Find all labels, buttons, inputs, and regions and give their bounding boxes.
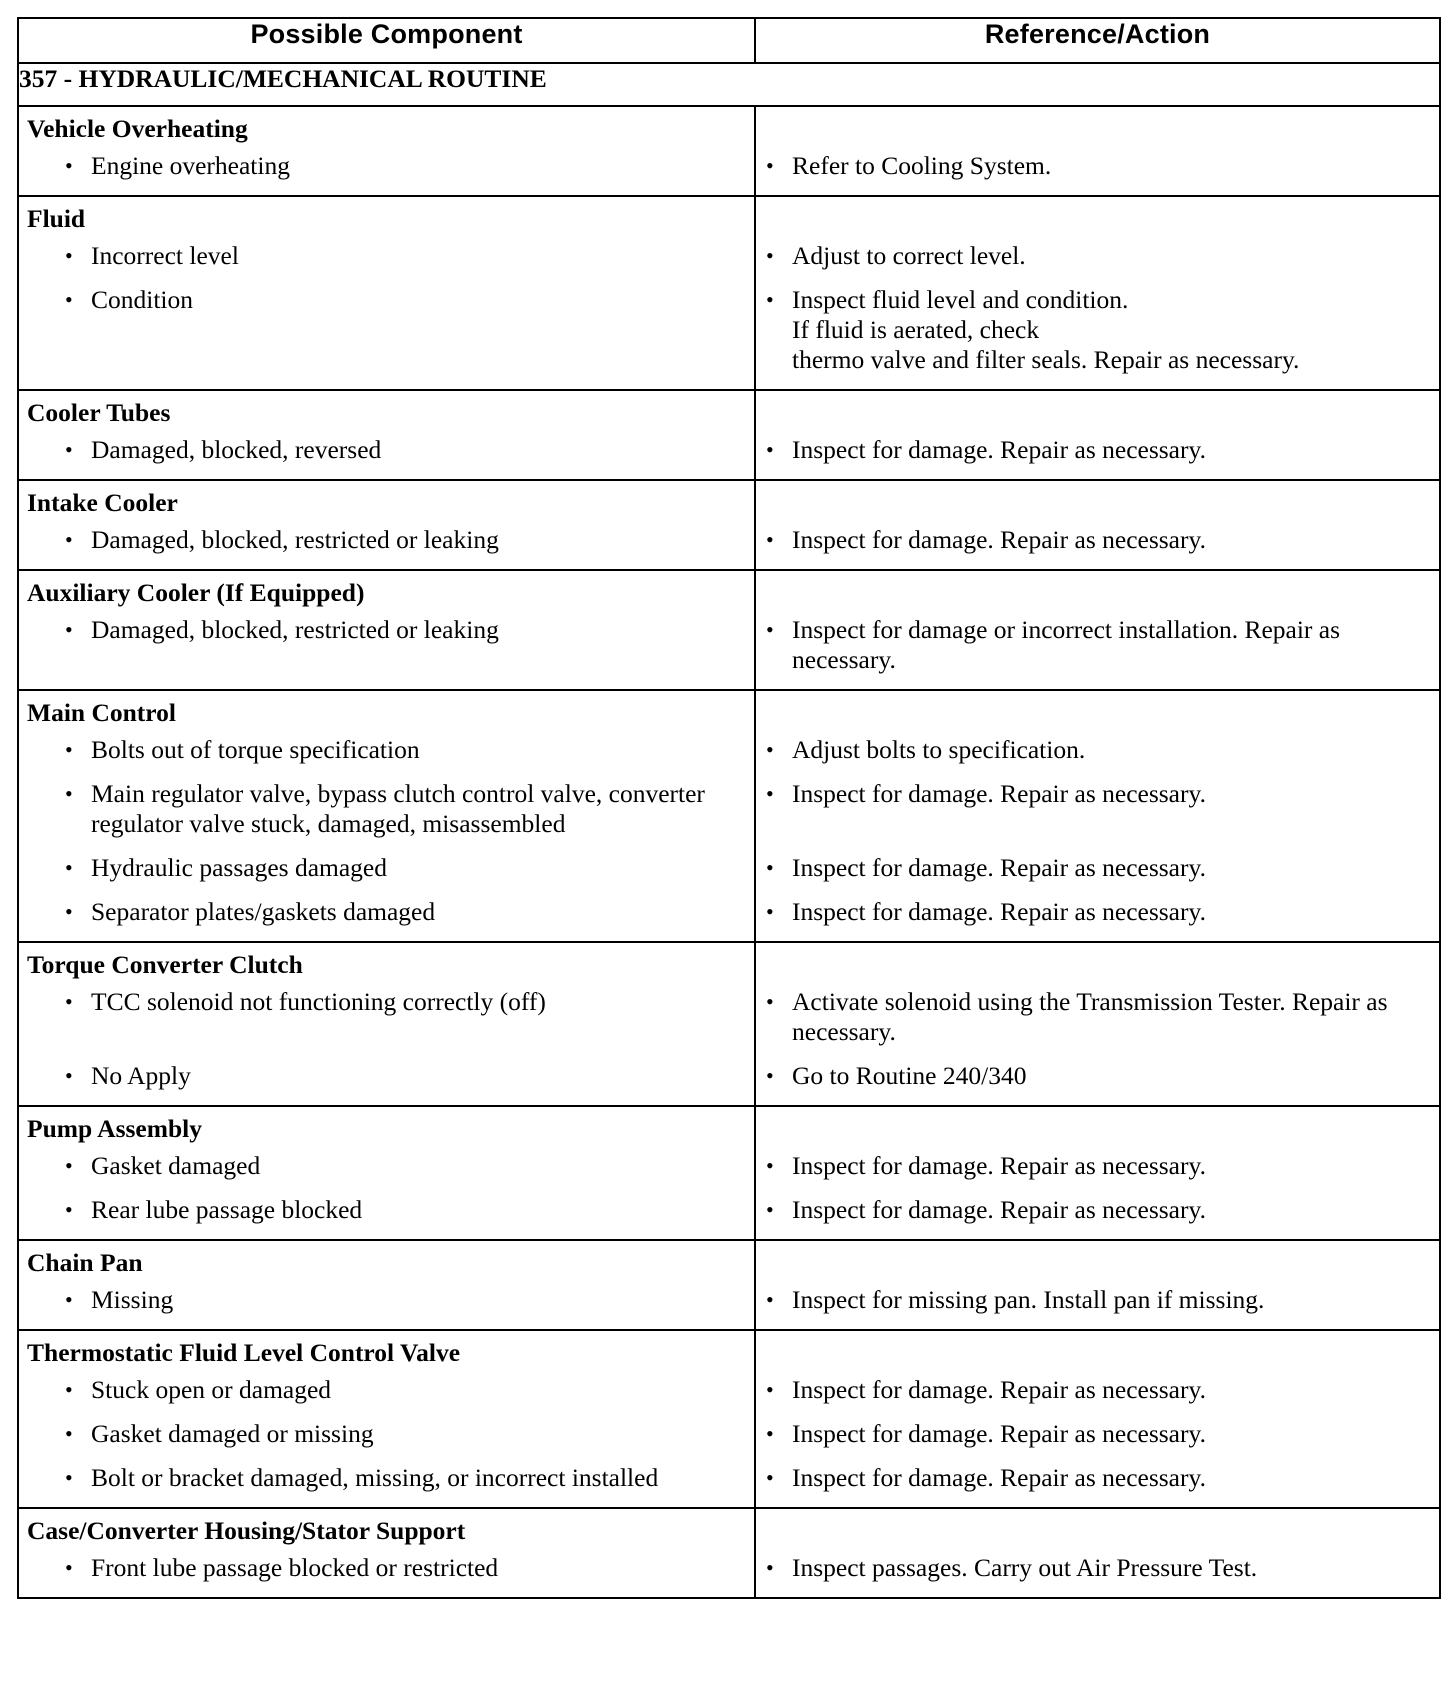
section-title-spacer — [756, 481, 1439, 525]
section-row — [18, 480, 1440, 570]
section-title-spacer — [756, 1241, 1439, 1285]
bullet-icon: • — [65, 1287, 73, 1312]
section-title: Vehicle Overheating — [27, 114, 248, 143]
action-item — [756, 779, 1439, 839]
section-title-spacer — [756, 197, 1439, 241]
bullet-icon: • — [65, 243, 73, 268]
component-item — [19, 285, 754, 375]
bullet-icon: • — [65, 1197, 73, 1222]
action-cell — [755, 1106, 1440, 1240]
action-item — [756, 1285, 1439, 1315]
bullet-icon: • — [65, 899, 73, 924]
component-text: Front lube passage blocked or restricted — [91, 1553, 499, 1582]
component-item — [19, 615, 754, 675]
bullet-icon: • — [766, 527, 774, 552]
action-item — [756, 853, 1439, 883]
bullet-icon: • — [65, 527, 73, 552]
action-cell — [755, 106, 1440, 196]
component-text: Damaged, blocked, reversed — [91, 435, 382, 464]
component-cell — [18, 106, 755, 196]
component-text: Bolt or bracket damaged, missing, or incorrect installed — [91, 1463, 659, 1492]
bullet-icon: • — [766, 243, 774, 268]
component-item — [19, 735, 754, 765]
component-text: Damaged, blocked, restricted or leaking — [91, 615, 499, 644]
component-text: Damaged, blocked, restricted or leaking — [91, 525, 499, 554]
action-cell — [755, 570, 1440, 690]
action-cell — [755, 196, 1440, 390]
bullet-icon: • — [65, 737, 73, 762]
section-title: Cooler Tubes — [27, 398, 171, 427]
bullet-icon: • — [766, 855, 774, 880]
bullet-icon: • — [65, 1555, 73, 1580]
section-row — [18, 106, 1440, 196]
component-item — [19, 1151, 754, 1181]
section-title: Chain Pan — [27, 1248, 143, 1277]
bullet-icon: • — [766, 1153, 774, 1178]
action-text: Adjust to correct level. — [792, 241, 1026, 270]
bullet-icon: • — [766, 1287, 774, 1312]
action-cell — [755, 1240, 1440, 1330]
section-title: Main Control — [27, 698, 176, 727]
action-item — [756, 435, 1439, 465]
bullet-icon: • — [65, 1153, 73, 1178]
section-row — [18, 390, 1440, 480]
bullet-icon: • — [766, 1063, 774, 1088]
section-title-spacer — [756, 391, 1439, 435]
action-cell — [755, 1508, 1440, 1598]
section-row — [18, 1106, 1440, 1240]
component-item — [19, 151, 754, 181]
bullet-icon: • — [65, 287, 73, 312]
action-text: Inspect for damage. Repair as necessary. — [792, 1375, 1206, 1404]
section-title-spacer — [756, 107, 1439, 151]
action-item — [756, 1061, 1439, 1091]
section-title: Fluid — [27, 204, 86, 233]
component-text: No Apply — [91, 1061, 191, 1090]
component-cell — [18, 690, 755, 942]
section-title: Case/Converter Housing/Stator Support — [27, 1516, 466, 1545]
bullet-icon: • — [766, 737, 774, 762]
component-item — [19, 1285, 754, 1315]
bullet-icon: • — [766, 1377, 774, 1402]
bullet-icon: • — [766, 437, 774, 462]
component-text: Gasket damaged or missing — [91, 1419, 374, 1448]
section-row — [18, 690, 1440, 942]
section-title-spacer — [756, 943, 1439, 987]
bullet-icon: • — [766, 899, 774, 924]
component-text: Hydraulic passages damaged — [91, 853, 387, 882]
action-item — [756, 987, 1439, 1047]
component-item — [19, 435, 754, 465]
action-text: Inspect for damage. Repair as necessary. — [792, 779, 1206, 808]
component-text: Stuck open or damaged — [91, 1375, 332, 1404]
bullet-icon: • — [65, 1421, 73, 1446]
bullet-icon: • — [65, 617, 73, 642]
action-item — [756, 285, 1439, 375]
column-header-action: Reference/Action — [755, 18, 1440, 63]
routine-row — [18, 63, 1440, 106]
bullet-icon: • — [766, 1465, 774, 1490]
action-text: Adjust bolts to specification. — [792, 735, 1086, 764]
action-text: Inspect for damage. Repair as necessary. — [792, 853, 1206, 882]
section-title-spacer — [756, 691, 1439, 735]
component-text: Incorrect level — [91, 241, 239, 270]
action-text: Inspect for damage. Repair as necessary. — [792, 897, 1206, 926]
component-text: Rear lube passage blocked — [91, 1195, 363, 1224]
section-title: Intake Cooler — [27, 488, 178, 517]
component-text: TCC solenoid not functioning correctly (off) — [91, 987, 546, 1016]
section-title: Pump Assembly — [27, 1114, 202, 1143]
bullet-icon: • — [766, 781, 774, 806]
bullet-icon: • — [766, 1421, 774, 1446]
bullet-icon: • — [766, 1197, 774, 1222]
action-cell — [755, 480, 1440, 570]
action-text: Inspect for damage. Repair as necessary. — [792, 525, 1206, 554]
action-item — [756, 1195, 1439, 1225]
component-cell — [18, 196, 755, 390]
section-title: Auxiliary Cooler (If Equipped) — [27, 578, 365, 607]
action-text: Inspect for missing pan. Install pan if missing. — [792, 1285, 1265, 1314]
diagnostic-table — [17, 17, 1441, 1599]
section-row — [18, 196, 1440, 390]
action-item — [756, 1553, 1439, 1583]
bullet-icon: • — [65, 989, 73, 1014]
component-cell — [18, 390, 755, 480]
action-text: Inspect for damage. Repair as necessary. — [792, 1195, 1206, 1224]
section-row — [18, 570, 1440, 690]
action-text: Inspect for damage. Repair as necessary. — [792, 1151, 1206, 1180]
component-text: Bolts out of torque specification — [91, 735, 420, 764]
component-text: Engine overheating — [91, 151, 290, 180]
header-row — [18, 18, 1440, 63]
component-cell — [18, 480, 755, 570]
action-item — [756, 241, 1439, 271]
section-title-spacer — [756, 1509, 1439, 1553]
action-text: Go to Routine 240/340 — [792, 1061, 1027, 1090]
component-item — [19, 1195, 754, 1225]
bullet-icon: • — [766, 1555, 774, 1580]
action-cell — [755, 390, 1440, 480]
action-text: Inspect for damage. Repair as necessary. — [792, 1419, 1206, 1448]
bullet-icon: • — [766, 153, 774, 178]
action-item — [756, 1375, 1439, 1405]
component-item — [19, 1419, 754, 1449]
component-item — [19, 1553, 754, 1583]
bullet-icon: • — [65, 855, 73, 880]
component-text: Missing — [91, 1285, 174, 1314]
component-item — [19, 987, 754, 1047]
component-item — [19, 779, 754, 839]
section-row — [18, 1240, 1440, 1330]
bullet-icon: • — [65, 1063, 73, 1088]
bullet-icon: • — [766, 617, 774, 642]
section-title-spacer — [756, 1331, 1439, 1375]
section-row — [18, 1508, 1440, 1598]
action-text: Refer to Cooling System. — [792, 151, 1052, 180]
section-title-spacer — [756, 1107, 1439, 1151]
component-item — [19, 853, 754, 883]
action-text: Inspect fluid level and condition. If fluid is aerated, check thermo valve and filter seals. Repair as necessary. — [792, 285, 1300, 374]
bullet-icon: • — [65, 1377, 73, 1402]
component-cell — [18, 1106, 755, 1240]
section-title: Torque Converter Clutch — [27, 950, 303, 979]
action-item — [756, 615, 1439, 675]
action-item — [756, 897, 1439, 927]
component-item — [19, 241, 754, 271]
component-item — [19, 1463, 754, 1493]
action-text: Inspect for damage. Repair as necessary. — [792, 1463, 1206, 1492]
action-text: Inspect for damage. Repair as necessary. — [792, 435, 1206, 464]
section-title: Thermostatic Fluid Level Control Valve — [27, 1338, 461, 1367]
component-item — [19, 1061, 754, 1091]
action-cell — [755, 690, 1440, 942]
action-text: Activate solenoid using the Transmission Tester. Repair as necessary. — [792, 987, 1388, 1046]
bullet-icon: • — [65, 1465, 73, 1490]
bullet-icon: • — [766, 989, 774, 1014]
bullet-icon: • — [766, 287, 774, 312]
section-row — [18, 1330, 1440, 1508]
section-row — [18, 942, 1440, 1106]
action-text: Inspect passages. Carry out Air Pressure Test. — [792, 1553, 1258, 1582]
component-text: Main regulator valve, bypass clutch control valve, converter regulator valve stuck, damaged, misassembled — [91, 779, 705, 838]
bullet-icon: • — [65, 781, 73, 806]
component-item — [19, 897, 754, 927]
component-text: Separator plates/gaskets damaged — [91, 897, 436, 926]
component-item — [19, 525, 754, 555]
component-cell — [18, 942, 755, 1106]
component-text: Condition — [91, 285, 194, 314]
action-item — [756, 151, 1439, 181]
bullet-icon: • — [65, 153, 73, 178]
routine-title: 357 - HYDRAULIC/MECHANICAL ROUTINE — [18, 63, 1440, 106]
action-cell — [755, 942, 1440, 1106]
action-item — [756, 1151, 1439, 1181]
action-cell — [755, 1330, 1440, 1508]
component-cell — [18, 1330, 755, 1508]
action-item — [756, 1419, 1439, 1449]
action-item — [756, 1463, 1439, 1493]
action-item — [756, 525, 1439, 555]
component-text: Gasket damaged — [91, 1151, 261, 1180]
section-title-spacer — [756, 571, 1439, 615]
component-cell — [18, 1508, 755, 1598]
bullet-icon: • — [65, 437, 73, 462]
action-text: Inspect for damage or incorrect installation. Repair as necessary. — [792, 615, 1341, 674]
component-cell — [18, 1240, 755, 1330]
action-item — [756, 735, 1439, 765]
component-item — [19, 1375, 754, 1405]
column-header-component: Possible Component — [18, 18, 755, 63]
component-cell — [18, 570, 755, 690]
